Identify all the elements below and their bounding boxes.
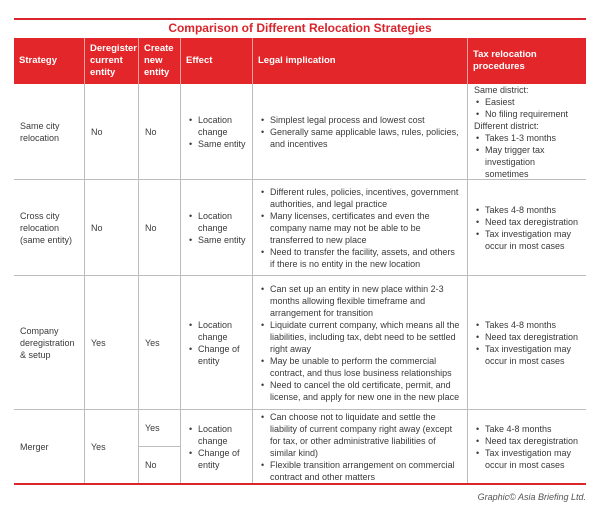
legal-item: • Many licenses, certificates and even the company name may not be able to be transferred to new place	[259, 210, 461, 246]
effect-item: • Change of entity	[187, 343, 246, 367]
header-legal: Legal implication	[253, 38, 468, 84]
effect-item: • Location change	[187, 319, 246, 343]
tax-item: • May trigger tax investigation sometimes	[474, 144, 580, 180]
legal-cell	[253, 84, 468, 179]
create-cell-bottom: No	[145, 459, 157, 470]
header-create: Create new entity	[139, 38, 181, 84]
tax-cell	[468, 410, 586, 483]
effect-item: • Location change	[187, 114, 246, 138]
effect-item: • Same entity	[187, 138, 246, 150]
tax-cell	[468, 84, 586, 179]
create-cell: Yes	[139, 276, 181, 409]
strategy-cell: Merger	[14, 410, 85, 483]
table-row	[14, 84, 586, 180]
effect-cell	[181, 410, 253, 483]
tax-item: • Take 4-8 months	[474, 423, 580, 435]
tax-item: • Tax investigation may occur in most cases	[474, 447, 580, 471]
legal-item: • Simplest legal process and lowest cost	[259, 114, 461, 126]
header-tax: Tax relocation procedures	[473, 49, 537, 72]
legal-cell	[253, 410, 468, 483]
strategy-cell: Same city relocation	[14, 84, 85, 179]
strategy-cell: Company deregistration & setup	[14, 276, 85, 409]
tax-item: • Takes 1-3 months	[474, 132, 580, 144]
deregister-cell: No	[85, 84, 139, 179]
legal-item: • Need to cancel the old certificate, permit, and license, and apply for new one in the new place	[259, 379, 461, 403]
table-title: Comparison of Different Relocation Strategies	[168, 21, 432, 35]
effect-item: • Location change	[187, 423, 246, 447]
effect-cell	[181, 276, 253, 409]
legal-cell	[253, 180, 468, 275]
header-deregister: Deregister current entity	[85, 38, 139, 84]
create-cell: No	[139, 84, 181, 179]
tax-cell	[468, 180, 586, 275]
effect-item: • Change of entity	[187, 447, 246, 471]
deregister-cell: Yes	[85, 276, 139, 409]
table-header-row	[14, 38, 586, 84]
create-cell-top: Yes	[139, 410, 180, 447]
tax-item: • Need tax deregistration	[474, 216, 580, 228]
effect-cell	[181, 84, 253, 179]
legal-cell	[253, 276, 468, 409]
legal-item: • Generally same applicable laws, rules, policies, and incentives	[259, 126, 461, 150]
tax-subhead-same-district: Same district:	[474, 84, 529, 95]
table-row	[14, 180, 586, 276]
tax-item: • Easiest	[474, 96, 580, 108]
table-bottom-rule	[14, 483, 586, 485]
create-cell: No	[139, 180, 181, 275]
tax-item: • Takes 4-8 months	[474, 204, 580, 216]
legal-item: • Can set up an entity in new place within 2-3 months allowing flexible timeframe and arrangement for transition	[259, 283, 461, 319]
table-row	[14, 410, 586, 483]
effect-item: • Location change	[187, 210, 246, 234]
table-row	[14, 276, 586, 410]
header-strategy: Strategy	[14, 38, 85, 84]
strategy-cell: Cross city relocation (same entity)	[14, 180, 85, 275]
legal-item: • Flexible transition arrangement on commercial contract and other matters	[259, 459, 461, 483]
legal-item: • May be unable to perform the commercial contract, and thus lose business relationships	[259, 355, 461, 379]
effect-cell	[181, 180, 253, 275]
deregister-cell: No	[85, 180, 139, 275]
legal-item: • Liquidate current company, which means all the liabilities, including tax, debt need to be settled right away	[259, 319, 461, 355]
tax-item: • Need tax deregistration	[474, 435, 580, 447]
legal-item: • Need to transfer the facility, assets, and others if there is no entity in the new location	[259, 246, 461, 270]
legal-item: • Different rules, policies, incentives, government authorities, and legal practice	[259, 186, 461, 210]
tax-subhead-different-district: Different district:	[474, 120, 539, 131]
tax-item: • Tax investigation may occur in most cases	[474, 228, 580, 252]
create-cell-split	[139, 410, 181, 483]
effect-item: • Same entity	[187, 234, 246, 246]
header-effect: Effect	[181, 38, 253, 84]
tax-item: • Takes 4-8 months	[474, 319, 580, 331]
tax-cell	[468, 276, 586, 409]
legal-item: • Can choose not to liquidate and settle the liability of current company right away (except for tax, or other administrative liabilities of similar kind)	[259, 411, 461, 459]
graphic-credit: Graphic© Asia Briefing Ltd.	[477, 492, 586, 502]
deregister-cell: Yes	[85, 410, 139, 483]
tax-item: • Need tax deregistration	[474, 331, 580, 343]
tax-item: • No filing requirement	[474, 108, 580, 120]
tax-item: • Tax investigation may occur in most cases	[474, 343, 580, 367]
